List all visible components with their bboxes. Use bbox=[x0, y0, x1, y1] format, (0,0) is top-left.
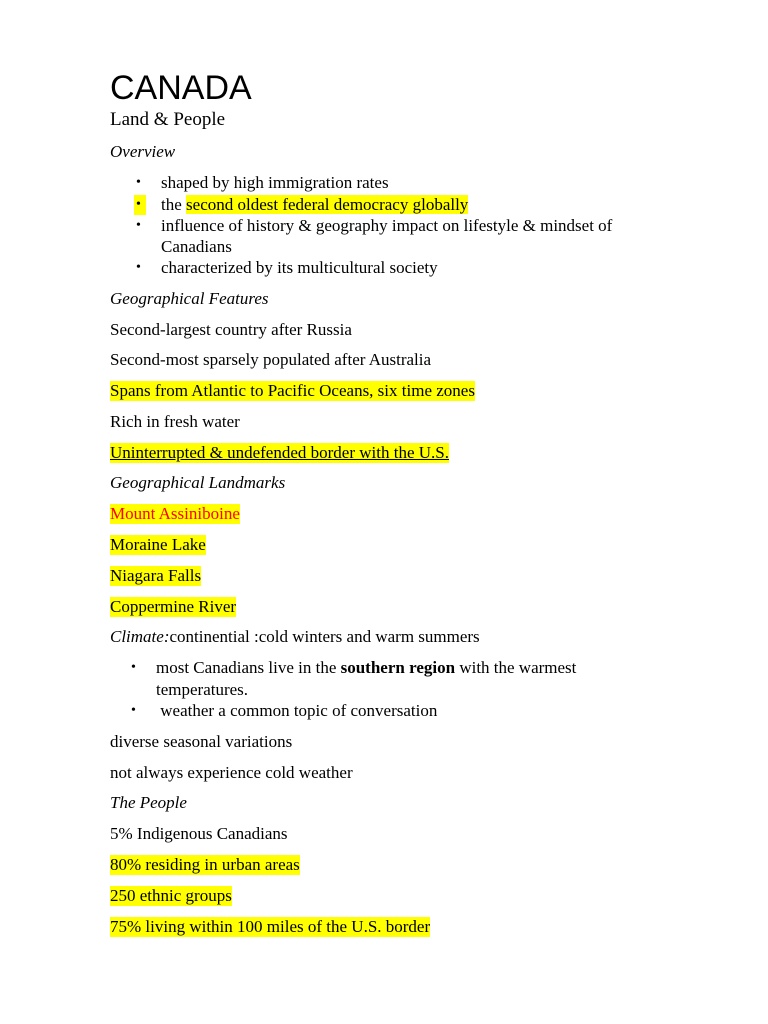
climate-bullet-1-before: most Canadians live in the bbox=[156, 658, 341, 677]
bullet-marker: • bbox=[136, 218, 141, 233]
geo-landmarks-heading: Geographical Landmarks bbox=[110, 473, 286, 492]
geo-feature-line: Spans from Atlantic to Pacific Oceans, six time zones bbox=[110, 381, 475, 400]
climate-label: Climate: bbox=[110, 627, 170, 646]
geo-feature-line: Second-most sparsely populated after Australia bbox=[110, 350, 432, 369]
bullet-marker: • bbox=[131, 660, 136, 675]
people-heading: The People bbox=[110, 793, 187, 812]
climate-bullet-2: weather a common topic of conversation bbox=[156, 701, 438, 720]
overview-bullet-3-line1: influence of history & geography impact on lifestyle & mindset of bbox=[161, 216, 613, 235]
overview-bullet-2-prefix: the bbox=[161, 195, 187, 214]
people-line: 5% Indigenous Canadians bbox=[110, 824, 288, 843]
climate-bullet-1-bold: southern region bbox=[340, 658, 456, 677]
bullet-marker: • bbox=[134, 195, 146, 215]
climate-bullet-1-after: with the warmest bbox=[455, 658, 577, 677]
overview-bullet-1: shaped by high immigration rates bbox=[161, 173, 389, 192]
landmark-item: Coppermine River bbox=[110, 597, 237, 616]
geo-feature-line: Uninterrupted & undefended border with the U.S. bbox=[110, 443, 449, 462]
overview-bullet-2-highlight: second oldest federal democracy globally bbox=[186, 195, 469, 214]
bullet-marker: • bbox=[131, 703, 136, 718]
bullet-marker: • bbox=[136, 260, 141, 275]
bullet-marker: • bbox=[136, 175, 141, 190]
people-line: 75% living within 100 miles of the U.S. border bbox=[110, 917, 431, 936]
people-line: 80% residing in urban areas bbox=[110, 855, 300, 874]
overview-heading: Overview bbox=[110, 142, 176, 161]
people-line: 250 ethnic groups bbox=[110, 886, 232, 905]
climate-text: continential :cold winters and warm summers bbox=[169, 627, 480, 646]
geo-feature-line: Rich in fresh water bbox=[110, 412, 240, 431]
page-subtitle: Land & People bbox=[110, 109, 226, 130]
landmark-item: Mount Assiniboine bbox=[110, 504, 240, 523]
climate-bullet-1 bbox=[156, 658, 576, 678]
overview-bullet-2 bbox=[161, 195, 468, 215]
climate-line: diverse seasonal variations bbox=[110, 732, 293, 751]
climate-line: not always experience cold weather bbox=[110, 763, 353, 782]
overview-bullet-3-line2: Canadians bbox=[161, 237, 232, 256]
landmark-item: Moraine Lake bbox=[110, 535, 206, 554]
overview-bullet-4: characterized by its multicultural society bbox=[161, 258, 438, 277]
climate-line bbox=[110, 627, 480, 647]
page-title: CANADA bbox=[110, 69, 252, 107]
geo-feature-line: Second-largest country after Russia bbox=[110, 320, 352, 339]
landmark-item: Niagara Falls bbox=[110, 566, 202, 585]
geo-features-heading: Geographical Features bbox=[110, 289, 269, 308]
climate-bullet-1-line2: temperatures. bbox=[156, 680, 249, 699]
